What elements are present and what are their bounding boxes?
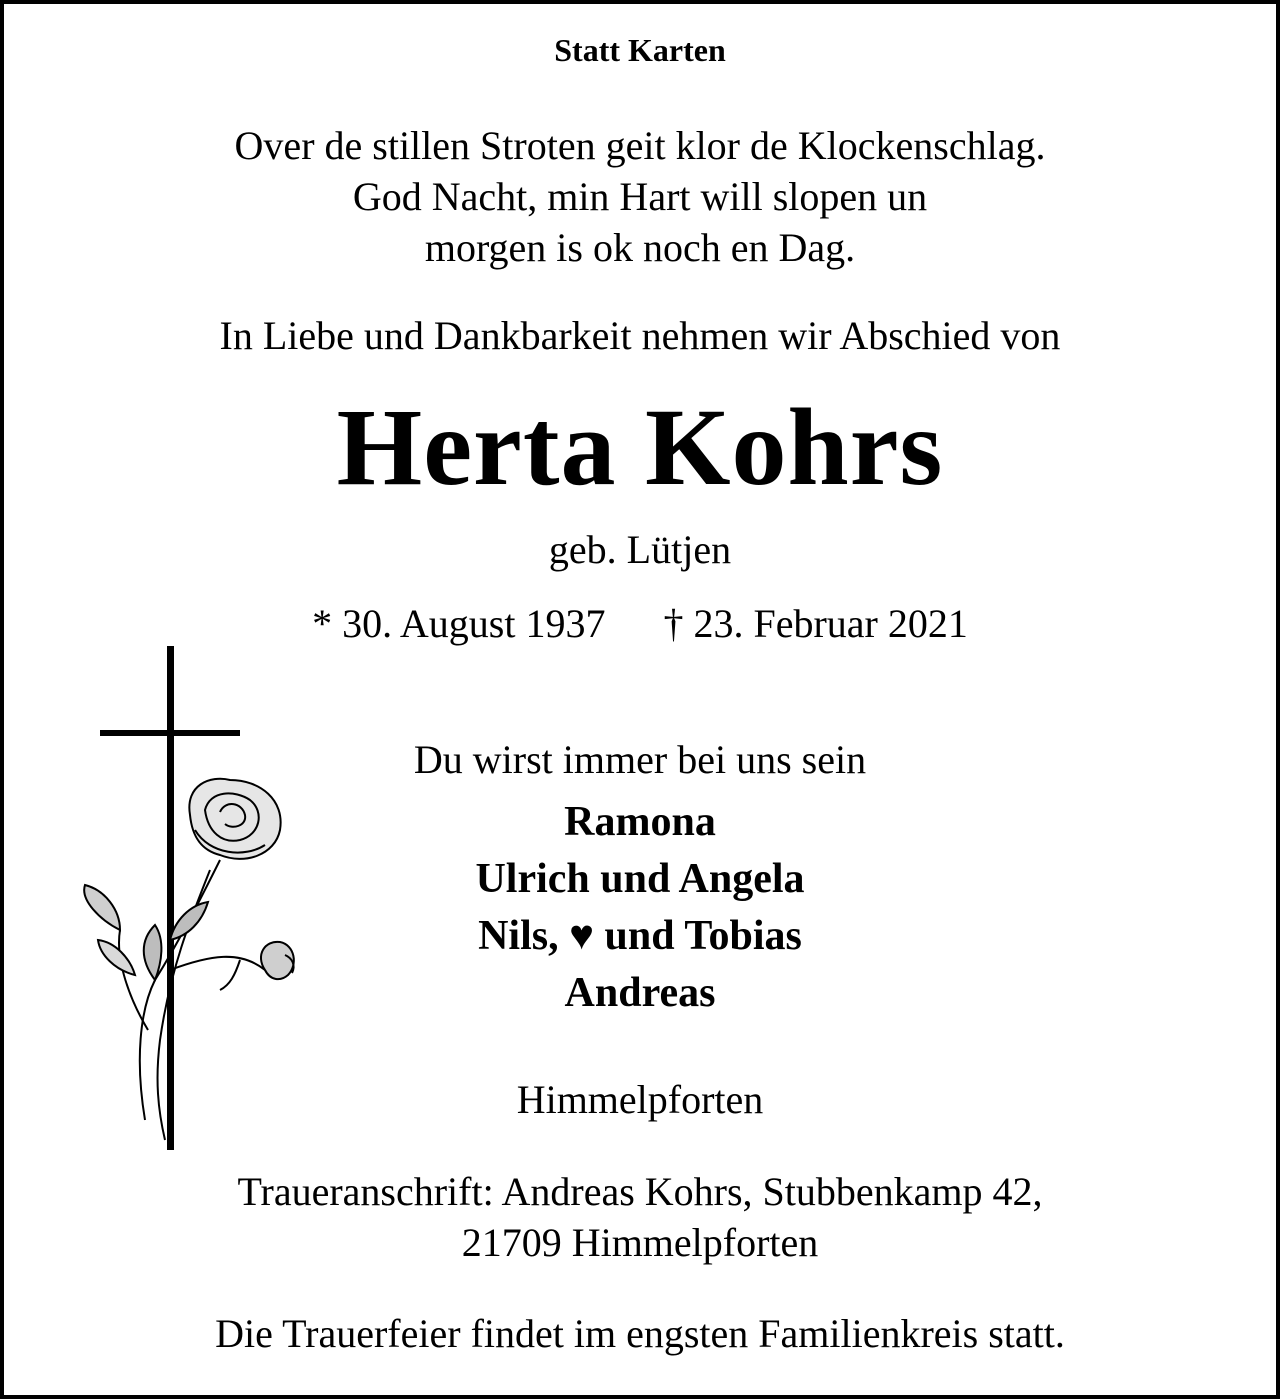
intro-text: In Liebe und Dankbarkeit nehmen wir Abschied von	[219, 313, 1061, 358]
address-line-1: Traueranschrift: Andreas Kohrs, Stubbenkamp 42,	[237, 1169, 1043, 1214]
poem-line-1: Over de stillen Stroten geit klor de Klockenschlag.	[234, 123, 1046, 168]
birth-date: * 30. August 1937	[312, 601, 606, 646]
address-line-2: 21709 Himmelpforten	[461, 1220, 819, 1265]
poem-line-2: God Nacht, min Hart will slopen un	[352, 174, 928, 219]
death-date: † 23. Februar 2021	[663, 601, 968, 646]
place-name: Himmelpforten	[516, 1077, 764, 1122]
motto-text: Du wirst immer bei uns sein	[413, 737, 867, 782]
funeral-notice: Die Trauerfeier findet im engsten Familienkreis statt.	[215, 1311, 1065, 1356]
family-member-3: Nils, ♥ und Tobias	[478, 913, 802, 959]
family-member-2: Ulrich und Angela	[475, 856, 805, 902]
header-statt-karten: Statt Karten	[554, 32, 726, 68]
deceased-name: Herta Kohrs	[336, 386, 944, 508]
family-member-1: Ramona	[564, 799, 716, 845]
life-dates	[0, 601, 1280, 646]
family-member-4: Andreas	[564, 970, 716, 1016]
poem-line-3: morgen is ok noch en Dag.	[424, 225, 856, 270]
maiden-name: geb. Lütjen	[548, 527, 732, 572]
